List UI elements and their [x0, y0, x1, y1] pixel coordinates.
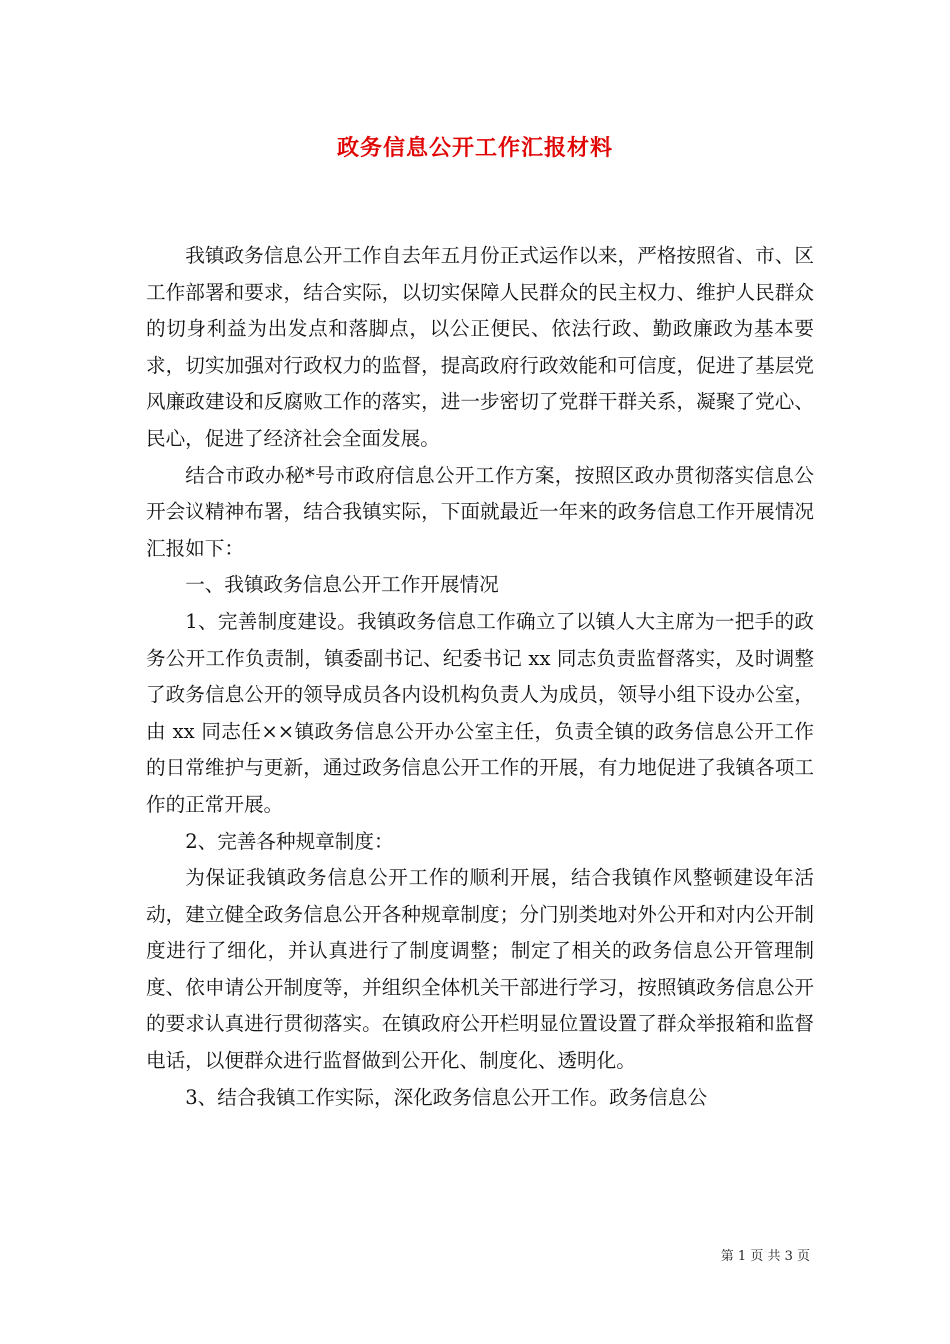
section-heading-1: 一、我镇政务信息公开工作开展情况 [185, 573, 499, 597]
paragraph-item-1: 1、完善制度建设。我镇政务信息工作确立了以镇人大主席为一把手的政务公开工作负责制，镇委副书记、纪委书记 xx 同志负责监督落实，及时调整了政务信息公开的领导成员各内设机构负责人为成员，领导小组下设办公室，由 xx 同志任××镇政务信息公开办公室主任，负责全镇的政务信息公开工作的日常维护与更新，通过政务信息公开工作的开展，有力地促进了我镇各项工作的正常开展。 [146, 609, 814, 816]
paragraph-intro: 我镇政务信息公开工作自去年五月份正式运作以来，严格按照省、市、区工作部署和要求，结合实际，以切实保障人民群众的民主权力、维护人民群众的切身利益为出发点和落脚点，以公正便民、依法行政、勤政廉政为基本要求，切实加强对行政权力的监督，提高政府行政效能和可信度，促进了基层党风廉政建设和反腐败工作的落实，进一步密切了党群干群关系，凝聚了党心、民心，促进了经济社会全面发展。 [146, 244, 814, 450]
paragraph-item-3: 3、结合我镇工作实际，深化政务信息公开工作。政务信息公 [185, 1085, 708, 1109]
document-body [146, 238, 814, 1116]
paragraph-plan: 结合市政办秘*号市政府信息公开工作方案，按照区政办贯彻落实信息公开会议精神布署，结合我镇实际，下面就最近一年来的政务信息工作开展情况汇报如下： [146, 463, 814, 560]
paragraph-item-2-body: 为保证我镇政务信息公开工作的顺利开展，结合我镇作风整顿建设年活动，建立健全政务信息公开各种规章制度；分门别类地对外公开和对内公开制度进行了细化，并认真进行了制度调整；制定了相关的政务信息公开管理制度、依申请公开制度等，并组织全体机关干部进行学习，按照镇政务信息公开的要求认真进行贯彻落实。在镇政府公开栏明显位置设置了群众举报箱和监督电话，以便群众进行监督做到公开化、制度化、透明化。 [146, 866, 814, 1073]
page-number: 第 1 页 共 3 页 [720, 1249, 810, 1264]
document-title: 政务信息公开工作汇报材料 [336, 135, 613, 161]
paragraph-item-2-heading: 2、完善各种规章制度： [185, 829, 394, 853]
